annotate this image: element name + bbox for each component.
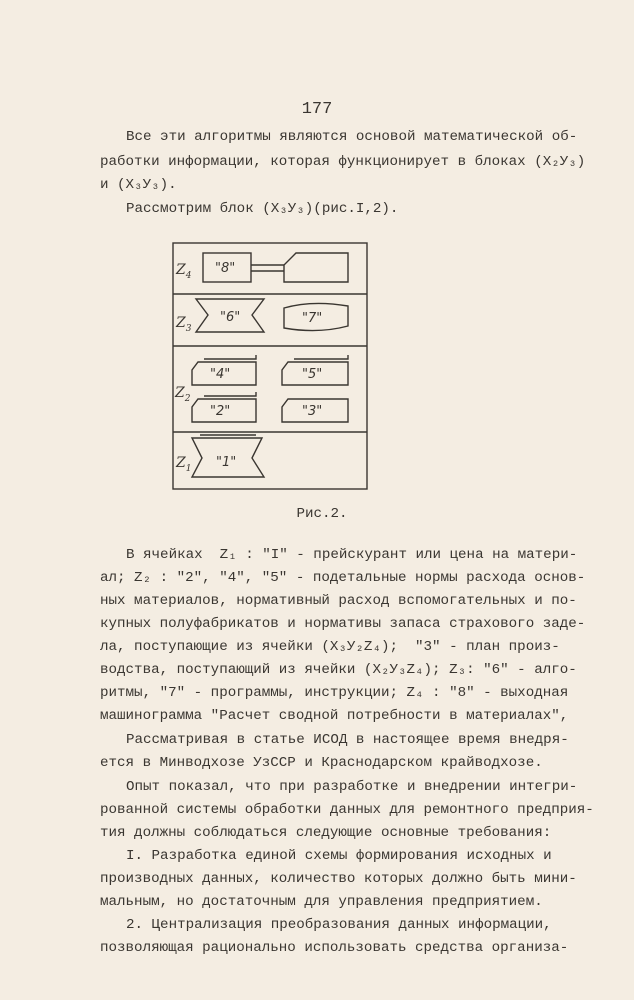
text-line: и (X₃У₃). [100, 177, 177, 193]
cell-3-label: "3" [302, 404, 323, 419]
cell-5-label: "5" [302, 367, 323, 382]
text-line: машинограмма "Расчет сводной потребности в материалах", [100, 708, 569, 724]
text-line: ется в Минводхозе УзССР и Краснодарском крайводхозе. [100, 755, 543, 771]
diagram-frame [173, 243, 367, 489]
text-line: ла, поступающие из ячейки (X₃У₂Z₄); "3" - план произ- [100, 639, 560, 655]
z4-label: $Z_4$ [176, 262, 192, 281]
z2-label: $Z_2$ [175, 385, 191, 404]
text-line: ных материалов, нормативный расход вспомогательных и по- [100, 593, 577, 609]
text-line: В ячейках Z₁ : "I" - прейскурант или цена на матери- [126, 547, 578, 563]
cell-5-bracket [294, 355, 348, 359]
text-line: работки информации, которая функционирует в блоках (X₂У₃) [100, 154, 586, 170]
cell-7-label: "7" [302, 311, 323, 326]
output-document-shape [284, 253, 348, 282]
text-line: купных полуфабрикатов и нормативы запаса страхового заде- [100, 616, 586, 632]
text-line: водства, поступающий из ячейки (X₂У₃Z₄); Z₃: "6" - алго- [100, 662, 577, 678]
cell-8-label: "8" [215, 261, 236, 276]
text-line: 2. Централизация преобразования данных информации, [126, 917, 552, 933]
cell-2-bracket [204, 392, 256, 396]
cell-2-label: "2" [210, 404, 231, 419]
text-line: позволяющая рационально использовать средства организа- [100, 940, 569, 956]
z3-label: $Z_3$ [176, 315, 192, 334]
text-line: ал; Z₂ : "2", "4", "5" - подетальные нормы расхода основ- [100, 570, 586, 586]
figure-caption: Рис.2. [296, 506, 348, 522]
cell-4-label: "4" [210, 367, 231, 382]
text-line: тия должны соблюдаться следующие основные требования: [100, 825, 552, 841]
page-number: 177 [301, 100, 333, 119]
text-line: ритмы, "7" - программы, инструкции; Z₄ : "8" - выходная [100, 685, 569, 701]
text-line: рованной системы обработки данных для ремонтного предприя- [100, 802, 594, 818]
text-line: Рассматривая в статье ИСОД в настоящее время внедря- [126, 732, 569, 748]
z1-label: $Z_1$ [176, 455, 192, 474]
cell-6-label: "6" [220, 310, 241, 325]
cell-4-bracket [204, 355, 256, 359]
text-line: Рассмотрим блок (X₃У₃)(рис.I,2). [126, 201, 399, 217]
block-diagram-figure [172, 242, 368, 490]
cell-1-label: "1" [216, 455, 237, 470]
text-line: производных данных, количество которых должно быть мини- [100, 871, 577, 887]
text-line: Все эти алгоритмы являются основой математической об- [126, 129, 578, 145]
text-line: I. Разработка единой схемы формирования исходных и [126, 848, 552, 864]
block-diagram [172, 242, 368, 490]
text-line: Опыт показал, что при разработке и внедрении интегри- [126, 779, 578, 795]
text-line: мальным, но достаточным для управления предприятием. [100, 894, 543, 910]
